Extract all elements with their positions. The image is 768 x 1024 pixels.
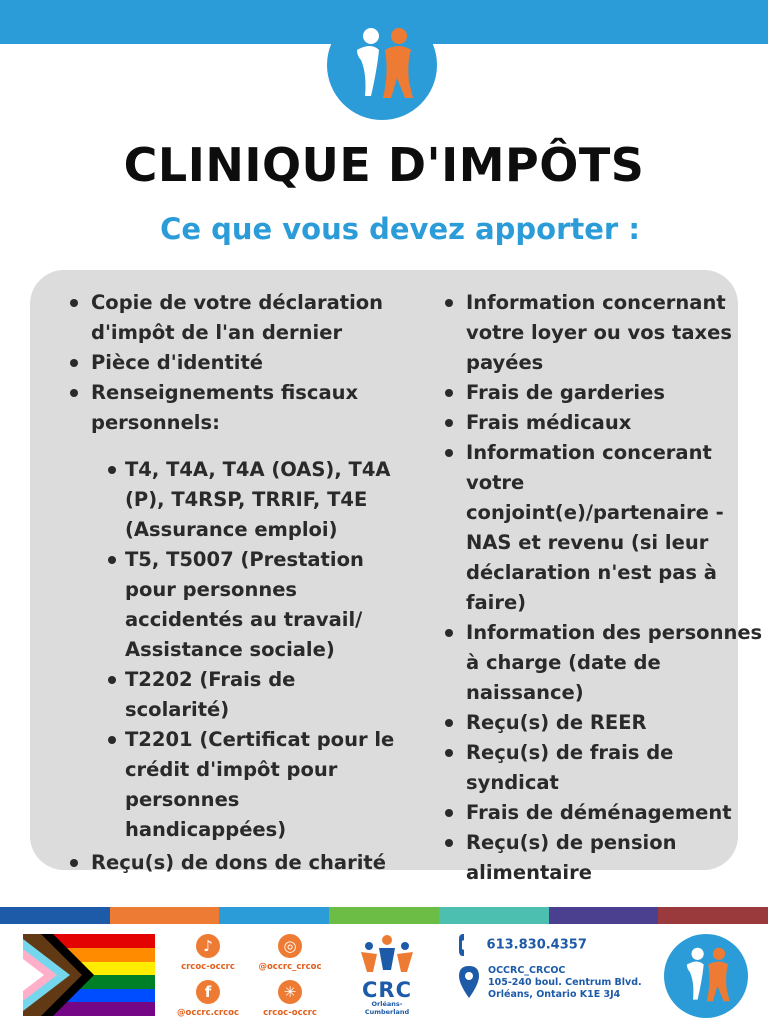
tiktok-link[interactable]: ♪ crcoc-occrc xyxy=(168,934,248,972)
tiktok-icon: ♪ xyxy=(196,934,220,958)
list-item: Reçu(s) de REER xyxy=(435,708,765,738)
list-item: Frais de déménagement xyxy=(435,798,765,828)
left-checklist xyxy=(60,288,400,878)
checklist-card xyxy=(30,270,763,884)
people-logo-icon xyxy=(327,10,437,120)
phone-icon xyxy=(458,933,472,957)
list-item: Copie de votre déclaration d'impôt de l'an dernier xyxy=(60,288,400,348)
list-item: Frais médicaux xyxy=(435,408,765,438)
list-item: Reçu(s) de dons de charité xyxy=(60,848,400,878)
crc-people-icon xyxy=(357,932,417,976)
contact-block xyxy=(458,933,648,1001)
instagram-icon: ◎ xyxy=(278,934,302,958)
facebook-icon: f xyxy=(196,980,220,1004)
list-item: Frais de garderies xyxy=(435,378,765,408)
list-item: Information concernant votre loyer ou vos taxes payées xyxy=(435,288,765,378)
location-pin-icon xyxy=(458,965,480,999)
list-item: Pièce d'identité xyxy=(60,348,400,378)
right-checklist xyxy=(435,288,765,888)
page-title: CLINIQUE D'IMPÔTS xyxy=(123,138,645,192)
people-logo-icon xyxy=(664,934,748,1018)
linktree-icon: ✳ xyxy=(278,980,302,1004)
color-stripe xyxy=(0,907,768,924)
sublist-item: T4, T4A, T4A (OAS), T4A (P), T4RSP, TRRIF, T4E (Assurance emploi) xyxy=(93,455,400,545)
sublist-item: T5, T5007 (Prestation pour personnes accidentés au travail/ Assistance sociale) xyxy=(93,545,400,665)
sublist-item: T2202 (Frais de scolarité) xyxy=(93,665,400,725)
facebook-link[interactable]: f @occrc.crcoc xyxy=(168,980,248,1018)
instagram-link[interactable]: ◎ @occrc_crcoc xyxy=(250,934,330,972)
linktree-link[interactable]: ✳ crcoc-occrc xyxy=(250,980,330,1018)
sublist-item: T2201 (Certificat pour le crédit d'impôt pour personnes handicappées) xyxy=(93,725,400,845)
list-item: Reçu(s) de pension alimentaire xyxy=(435,828,765,888)
address: OCCRC_CRCOC 105-240 boul. Centrum Blvd. Orléans, Ontario K1E 3J4 xyxy=(488,965,642,1000)
tax-slips-sublist xyxy=(93,455,400,845)
list-item xyxy=(60,378,400,845)
list-item: Information concerant votre conjoint(e)/partenaire - NAS et revenu (si leur déclaration n'est pas à faire) xyxy=(435,438,765,618)
crc-subtitle: Orléans-Cumberland xyxy=(364,1000,410,1016)
crc-logo xyxy=(352,932,422,1016)
phone-row[interactable] xyxy=(458,933,648,957)
crc-name: CRC xyxy=(362,978,412,1002)
list-item: Information des personnes à charge (date de naissance) xyxy=(435,618,765,708)
phone-number: 613.830.4357 xyxy=(486,937,587,953)
address-row xyxy=(458,965,648,1001)
page-subtitle: Ce que vous devez apporter : xyxy=(160,212,640,246)
list-item-label: Renseignements fiscaux personnels: xyxy=(91,381,359,434)
progress-pride-flag xyxy=(23,934,155,1016)
list-item: Reçu(s) de frais de syndicat xyxy=(435,738,765,798)
